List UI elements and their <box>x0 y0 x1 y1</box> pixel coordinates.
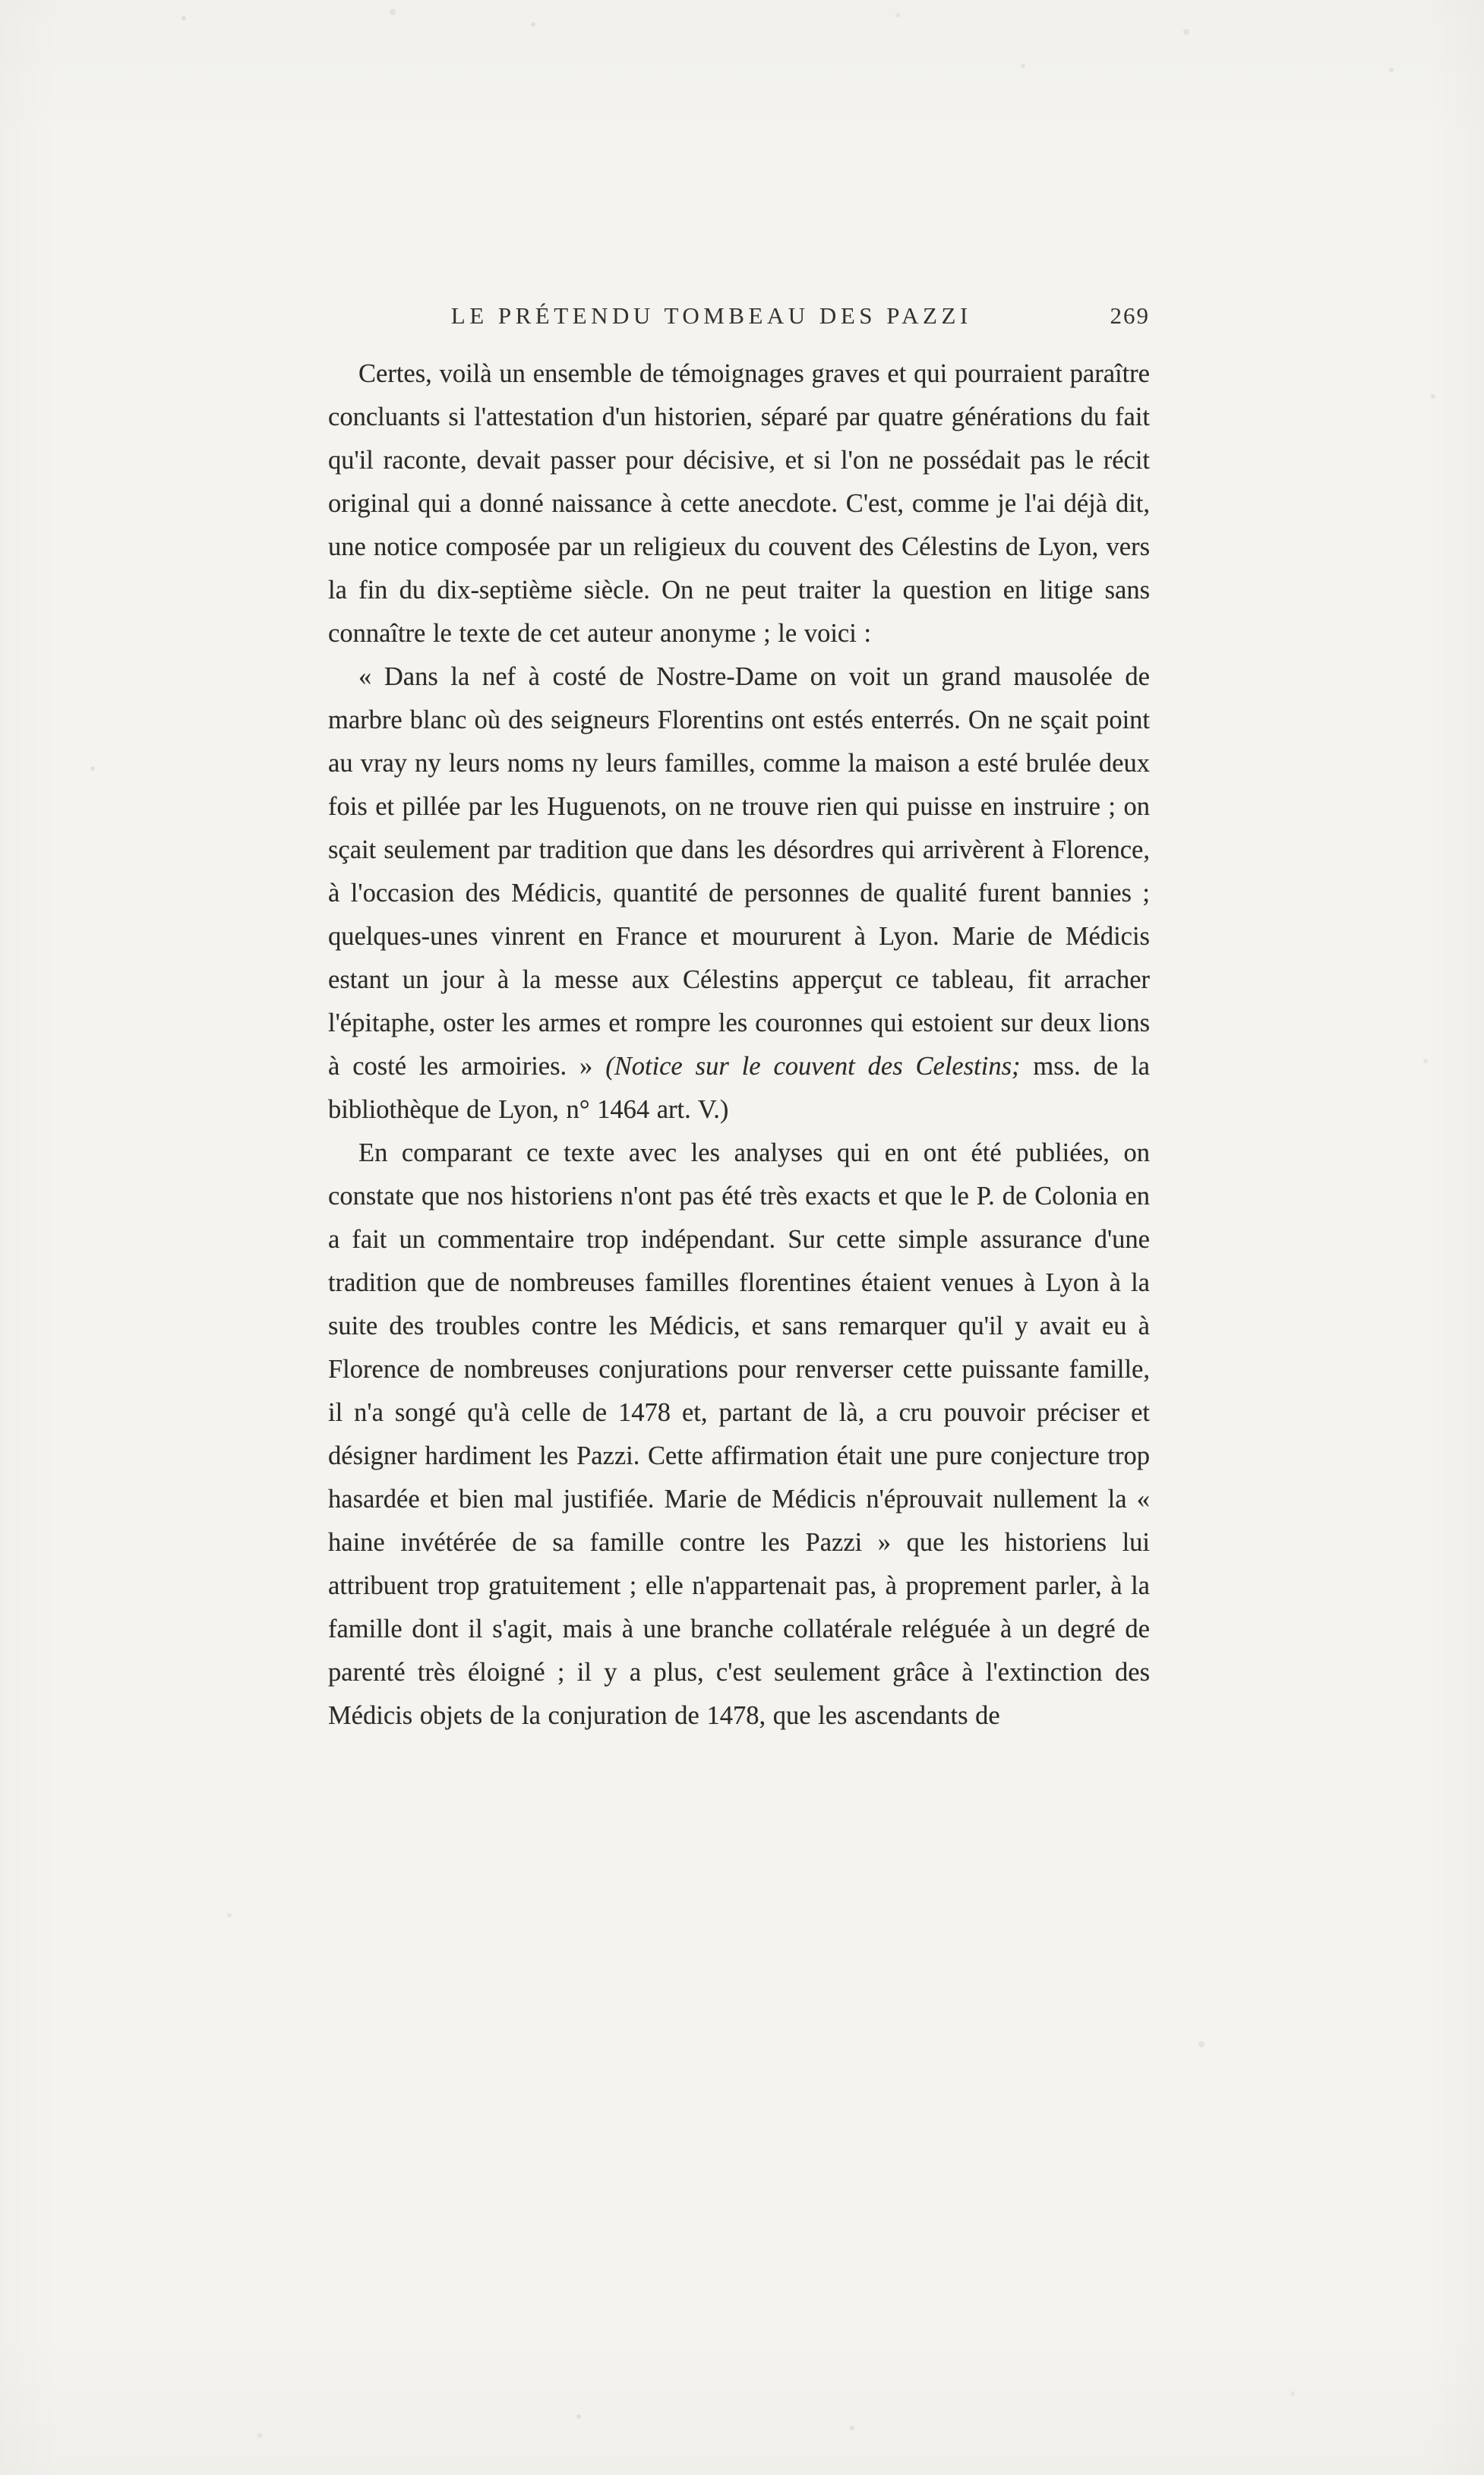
quote-citation-italic: (Notice sur le couvent des Celestins; <box>605 1052 1021 1081</box>
page-number: 269 <box>1110 302 1150 329</box>
paragraph-intro <box>328 352 1150 655</box>
running-header <box>328 302 1150 330</box>
paragraph-quote <box>328 655 1150 1132</box>
body-text <box>328 352 1150 1738</box>
quote-main-text: « Dans la nef à costé de Nostre-Dame on voit un grand mausolée de marbre blanc où des seigneurs Florentins ont estés enterrés. On ne sçait point au vray ny leurs noms ny leurs familles, comme la maison a esté brulée deux fois et pillée par les Huguenots, on ne trouve rien qui puisse en instruire ; on sçait seulement par tradition que dans les désordres qui arrivèrent à Florence, à l'occasion des Médicis, quantité de personnes de qualité furent bannies ; quelques-unes vinrent en France et moururent à Lyon. Marie de Médicis estant un jour à la messe aux Célestins apperçut ce tableau, fit arracher l'épitaphe, oster les armes et rompre les couronnes qui estoient sur deux lions à costé les armoiries. » <box>328 662 1150 1081</box>
paragraph-commentary-text: En comparant ce texte avec les analyses qui en ont été publiées, on constate que nos historiens n'ont pas été très exacts et que le P. de Colonia en a fait un commentaire trop indépendant. Sur cette simple assurance d'une tradition que de nombreuses familles florentines étaient venues à Lyon à la suite des troubles contre les Médicis, et sans remarquer qu'il y avait eu à Florence de nombreuses conjurations pour renverser cette puissante famille, il n'a songé qu'à celle de 1478 et, partant de là, a cru pouvoir préciser et désigner hardiment les Pazzi. Cette affirmation était une pure conjecture trop hasardée et bien mal justifiée. Marie de Médicis n'éprouvait nullement la « haine invétérée de sa famille contre les Pazzi » que les historiens lui attribuent trop gratuitement ; elle n'appartenait pas, à proprement parler, à la famille dont il s'agit, mais à une branche collatérale reléguée à un degré de parenté très éloigné ; il y a plus, c'est seulement grâce à l'extinction des Médicis objets de la conjuration de 1478, que les ascendants de <box>328 1138 1150 1730</box>
paragraph-commentary <box>328 1132 1150 1738</box>
scan-dust-specks <box>0 0 3 3</box>
running-header-title: LE PRÉTENDU TOMBEAU DES PAZZI <box>450 302 972 329</box>
quote-citation-reference: mss. de la bibliothèque de Lyon, n° 1464 art. V.) <box>328 1052 1150 1124</box>
text-block <box>328 302 1150 1738</box>
paragraph-intro-text: Certes, voilà un ensemble de témoignages graves et qui pourraient paraître concluants si l'attestation d'un historien, séparé par quatre générations du fait qu'il raconte, devait passer pour décisive, et si l'on ne possédait pas le récit original qui a donné naissance à cette anecdote. C'est, comme je l'ai déjà dit, une notice composée par un religieux du couvent des Célestins de Lyon, vers la fin du dix-septième siècle. On ne peut traiter la question en litige sans connaître le texte de cet auteur anonyme ; le voici : <box>328 359 1150 648</box>
